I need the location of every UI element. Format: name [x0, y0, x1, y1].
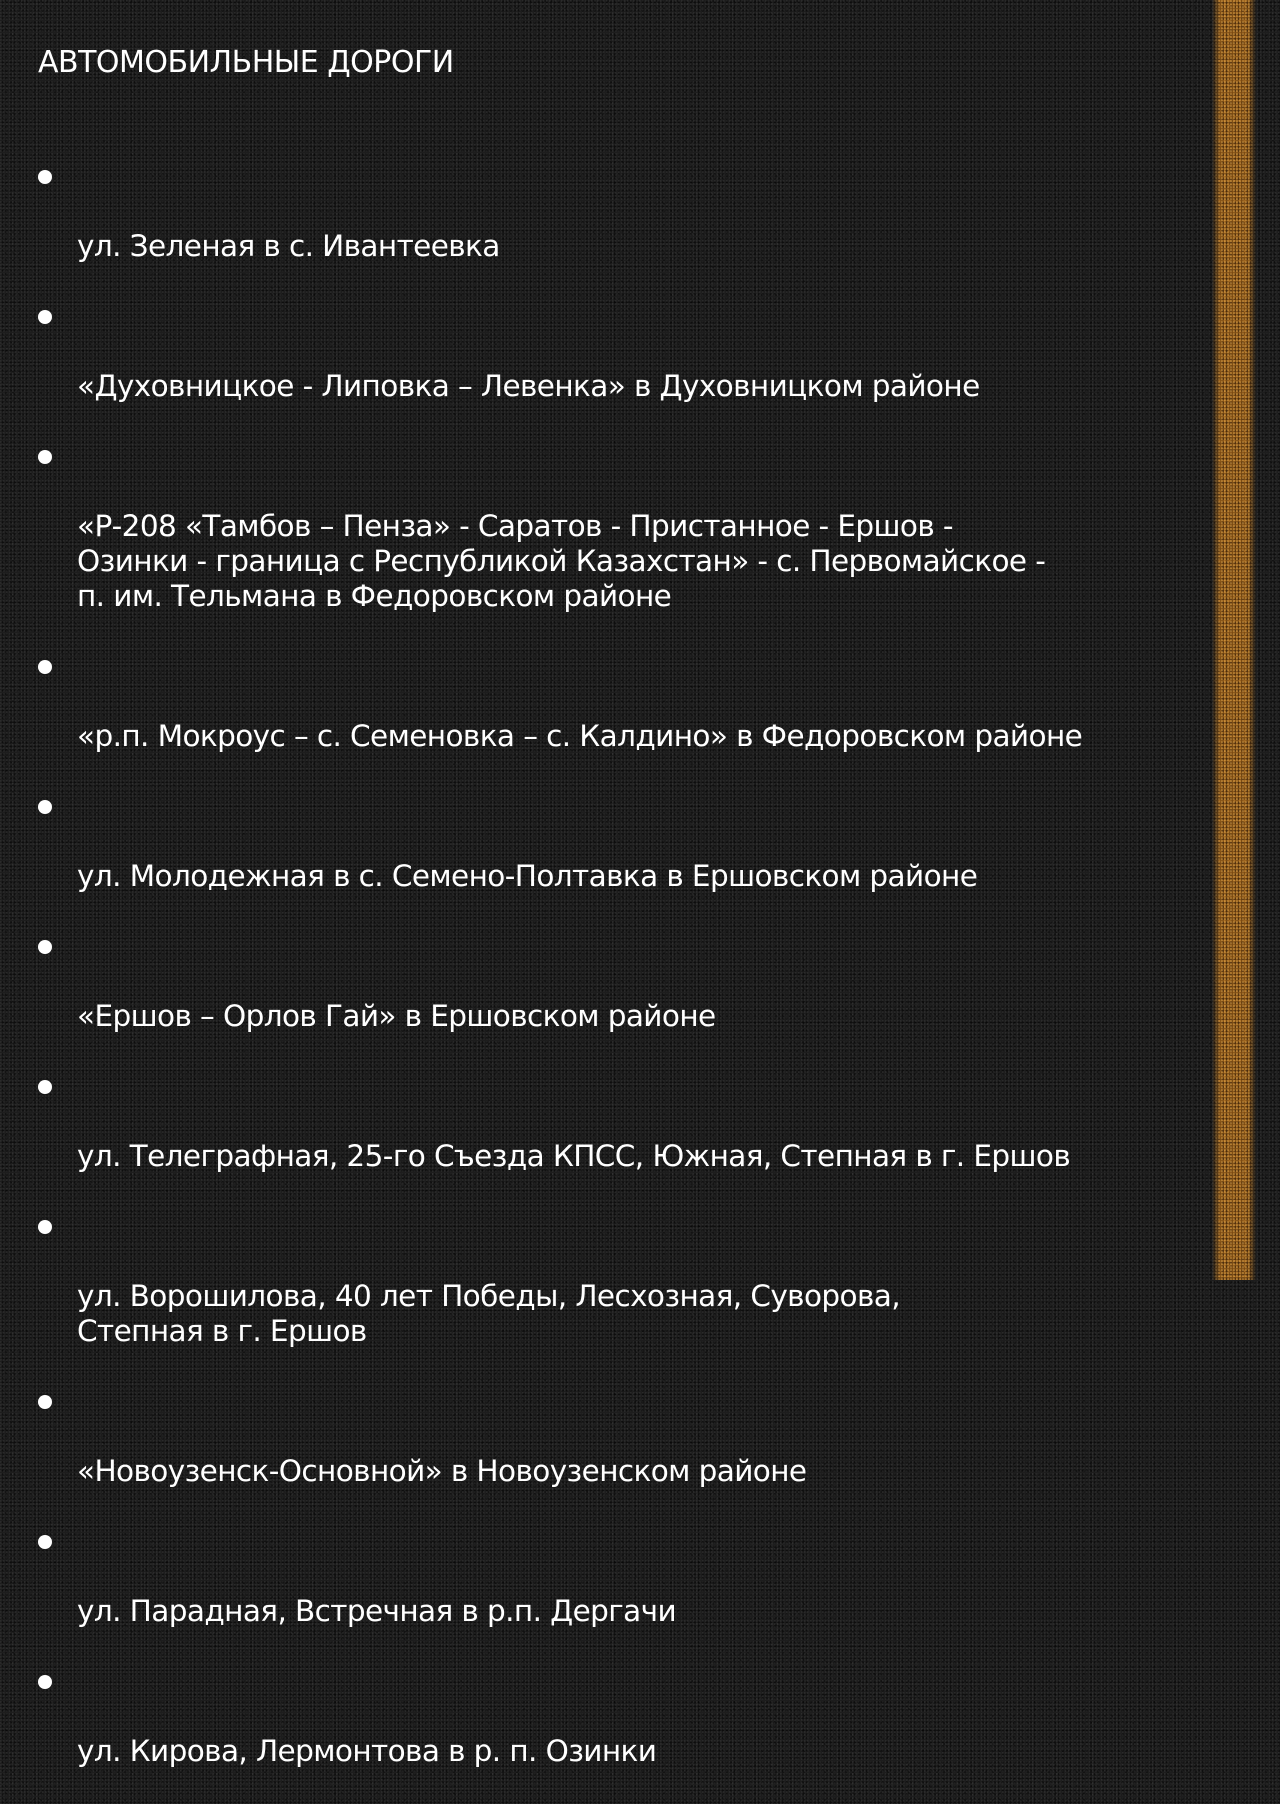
bullet-icon — [38, 170, 52, 184]
list-item — [36, 789, 1226, 894]
list-item-text: «Ершов – Орлов Гай» в Ершовском районе — [77, 999, 716, 1033]
list-item — [36, 1069, 1226, 1174]
list-item-text: «Р-208 «Тамбов – Пенза» - Саратов - Пристанное - Ершов - Озинки - граница с Республикой Казахстан» - с. Первомайское - п. им. Тельмана в Федоровском районе — [77, 509, 1046, 613]
bullet-icon — [38, 1675, 52, 1689]
list-item-text: ул. Молодежная в с. Семено-Полтавка в Ершовском районе — [77, 859, 978, 893]
list-item-text: «Духовницкое - Липовка – Левенка» в Духовницком районе — [77, 369, 980, 403]
list-item — [36, 439, 1226, 614]
road-list — [36, 159, 1226, 1804]
list-item-text: ул. Ворошилова, 40 лет Победы, Лесхозная, Суворова, Степная в г. Ершов — [77, 1279, 901, 1348]
page-title: АВТОМОБИЛЬНЫЕ ДОРОГИ — [38, 45, 454, 80]
bullet-icon — [38, 800, 52, 814]
list-item — [36, 1209, 1226, 1349]
list-item — [36, 299, 1226, 404]
bullet-icon — [38, 1220, 52, 1234]
bullet-icon — [38, 940, 52, 954]
bullet-icon — [38, 1080, 52, 1094]
list-item-text: «р.п. Мокроус – с. Семеновка – с. Калдино» в Федоровском районе — [77, 719, 1083, 753]
list-item-text: ул. Зеленая в с. Ивантеевка — [77, 229, 500, 263]
list-item — [36, 159, 1226, 264]
bullet-icon — [38, 310, 52, 324]
list-item — [36, 1384, 1226, 1489]
list-item — [36, 929, 1226, 1034]
list-item-text: ул. Кирова, Лермонтова в р. п. Озинки — [77, 1734, 657, 1768]
bullet-icon — [38, 1395, 52, 1409]
list-item — [36, 1524, 1226, 1629]
bullet-icon — [38, 660, 52, 674]
list-item-text: ул. Парадная, Встречная в р.п. Дергачи — [77, 1594, 677, 1628]
list-item — [36, 649, 1226, 754]
bullet-icon — [38, 1535, 52, 1549]
bullet-icon — [38, 450, 52, 464]
list-item-text: ул. Телеграфная, 25-го Съезда КПСС, Южная, Степная в г. Ершов — [77, 1139, 1071, 1173]
list-item — [36, 1664, 1226, 1769]
list-item-text: «Новоузенск-Основной» в Новоузенском районе — [77, 1454, 807, 1488]
